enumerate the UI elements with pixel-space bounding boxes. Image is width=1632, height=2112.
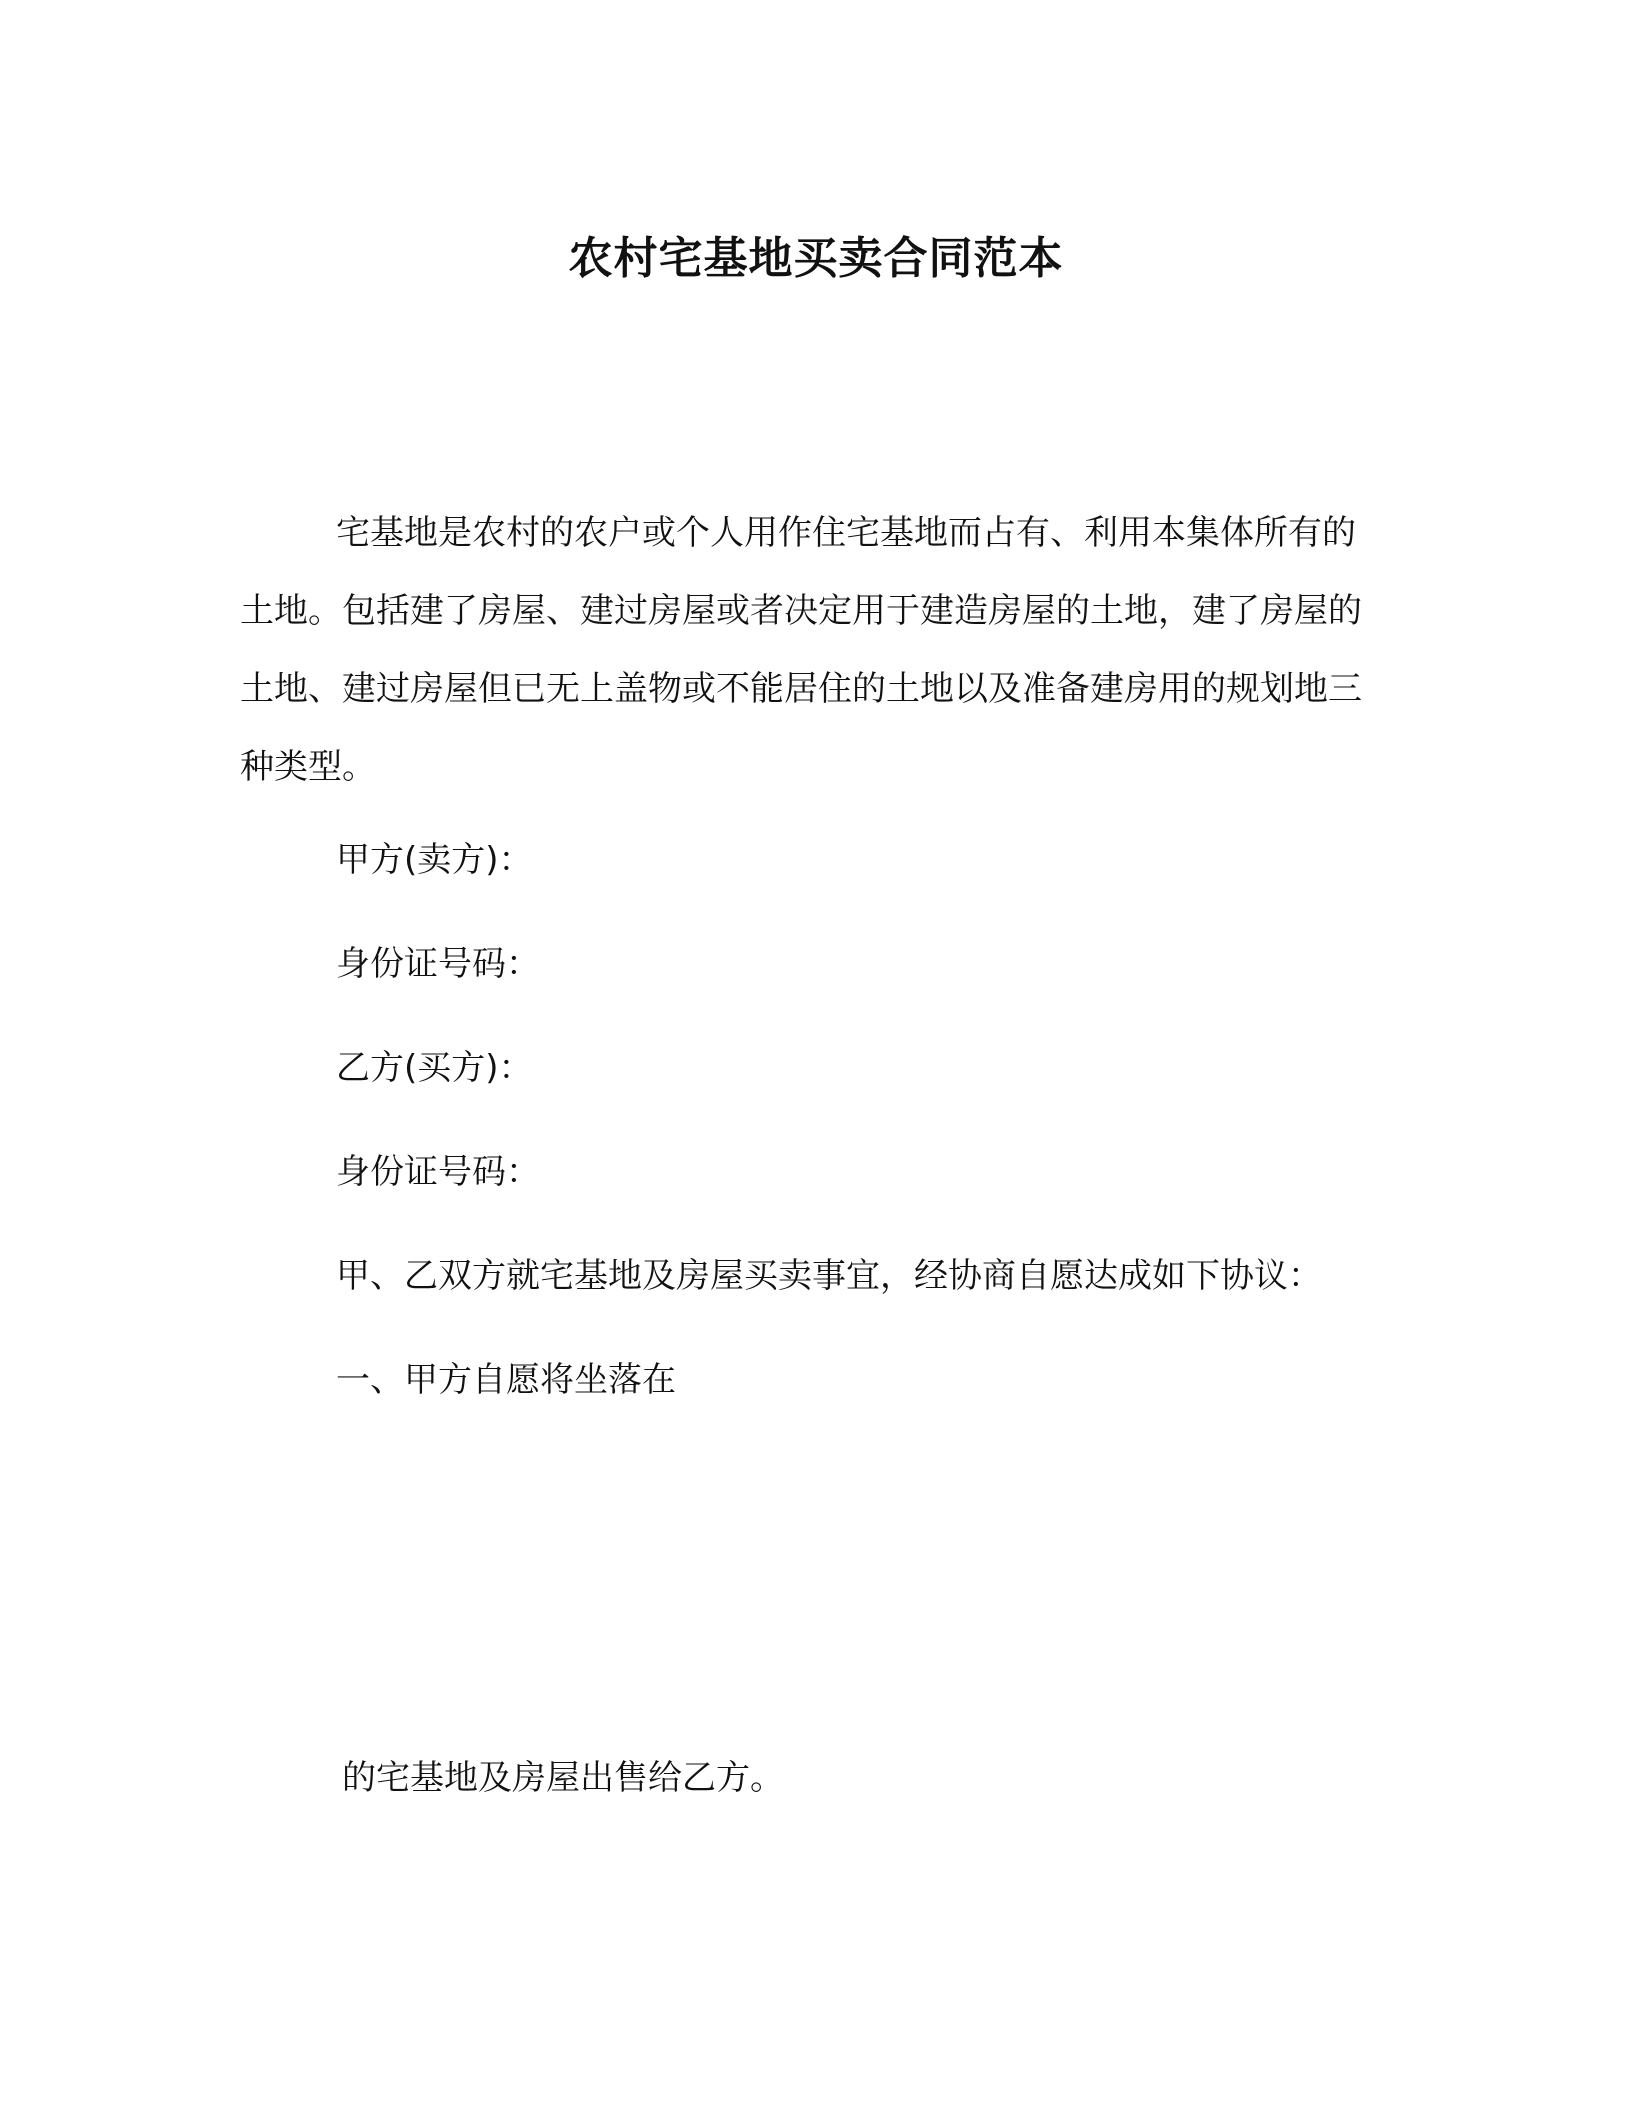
clause-1-start: 一、甲方自愿将坐落在 <box>336 1360 676 1400</box>
document-title: 农村宅基地买卖合同范本 <box>568 233 1064 284</box>
party-b-label: 乙方(买方)： <box>336 1048 533 1088</box>
party-a-label: 甲方(卖方)： <box>336 840 533 880</box>
clause-1-end: 的宅基地及房屋出售给乙方。 <box>342 1758 784 1798</box>
party-a-id-label: 身份证号码： <box>336 944 540 984</box>
party-b-id-label: 身份证号码： <box>336 1152 540 1192</box>
intro-paragraph: 宅基地是农村的农户或个人用作住宅基地而占有、利用本集体所有的土地。包括建了房屋、建过房屋或者决定用于建造房屋的土地，建了房屋的土地、建过房屋但已无上盖物或不能居住的土地以及准备建房用的规划地三种类型。 <box>240 513 1362 787</box>
agreement-intro: 甲、乙双方就宅基地及房屋买卖事宜，经协商自愿达成如下协议： <box>336 1256 1322 1296</box>
